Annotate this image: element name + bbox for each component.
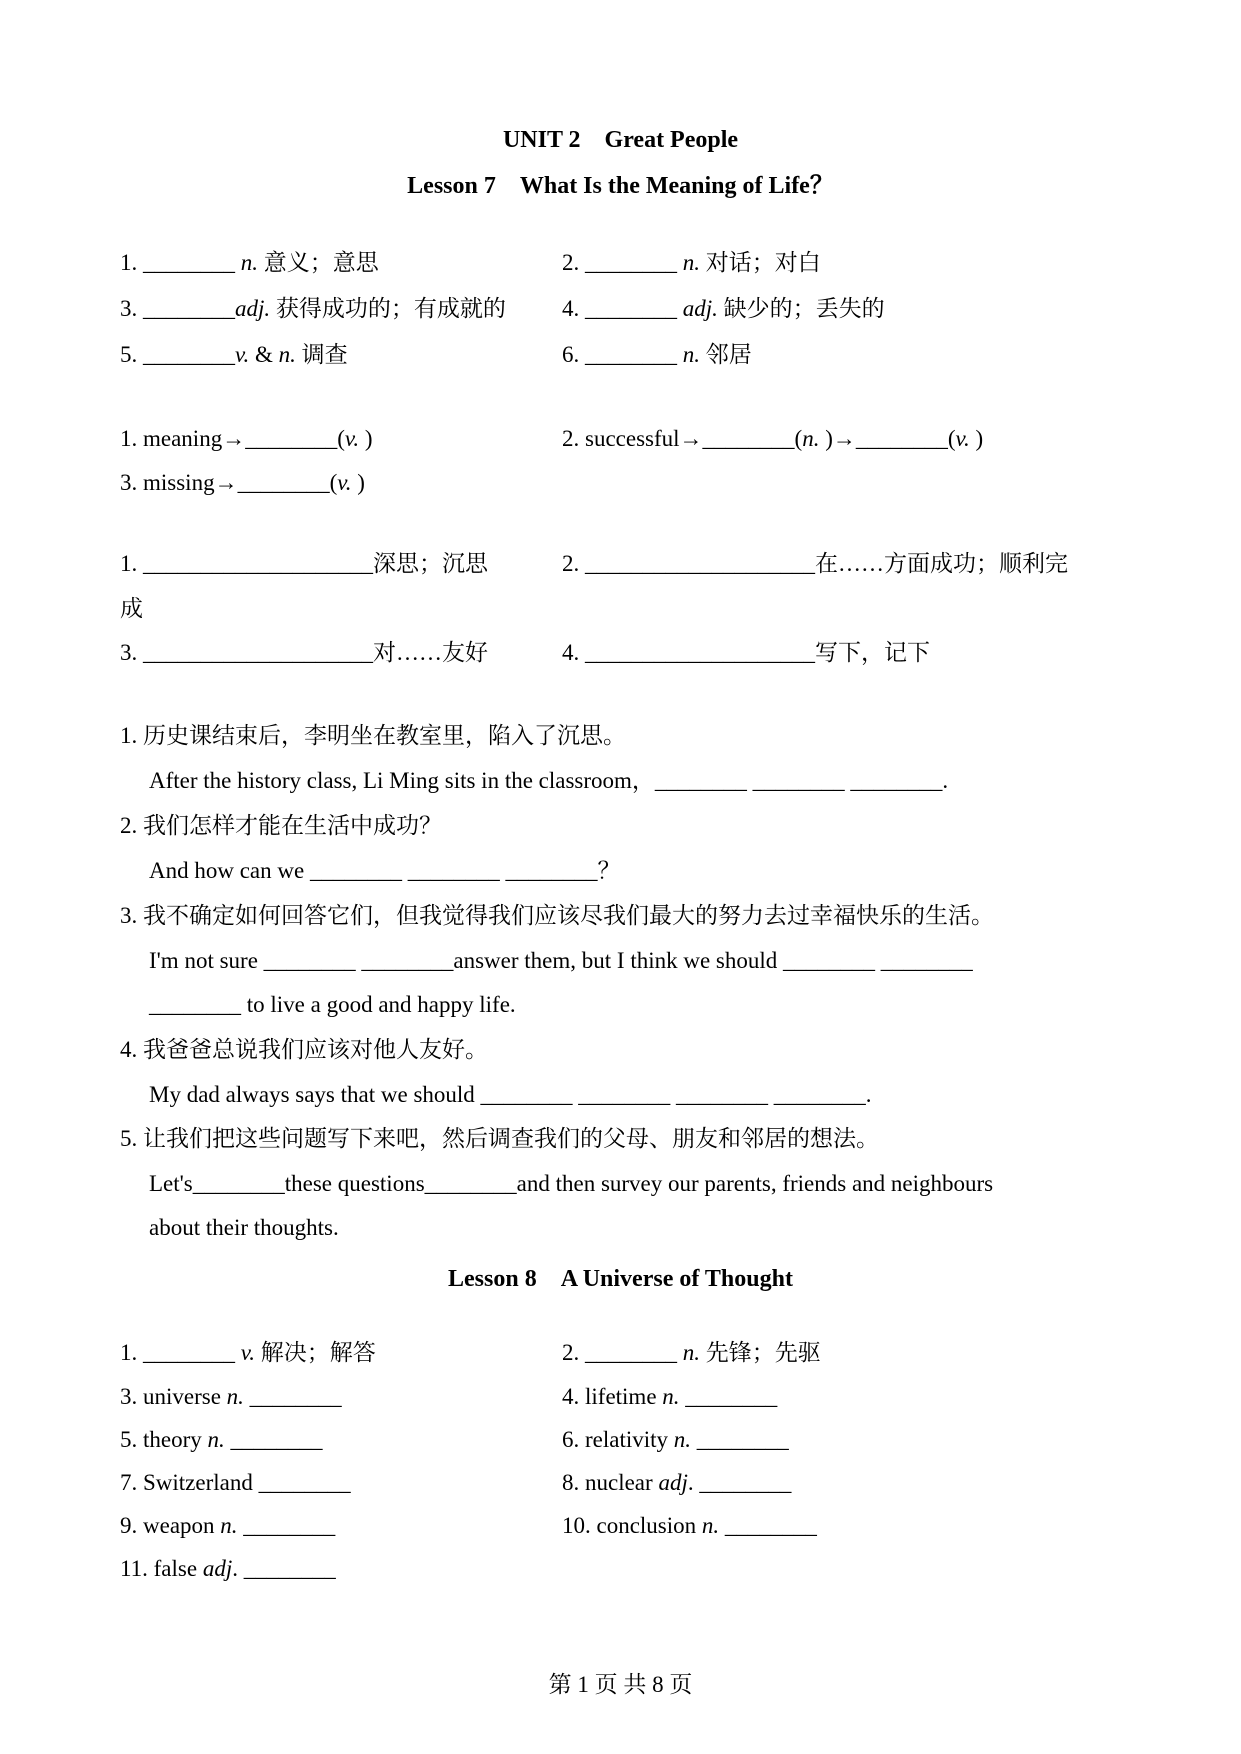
l7-word-2: 2. ________ n. 对话；对白 [562, 250, 821, 275]
l7-phrase-4: 4. ____________________写下，记下 [562, 640, 930, 665]
l8-word-7: 7. Switzerland ________ [120, 1470, 351, 1495]
l7-sentence-2-en: And how can we ________ ________ ________？ [149, 858, 621, 883]
l7-sentence-4-cn: 4. 我爸爸总说我们应该对他人友好。 [120, 1037, 488, 1062]
unit-title: UNIT 2 Great People [502, 127, 739, 153]
l7-sentence-4-en: My dad always says that we should ________ ________ ________ ________. [149, 1082, 872, 1107]
l8-word-1: 1. ________ v. 解决；解答 [120, 1340, 376, 1365]
l7-sentence-3-en-2: ________ to live a good and happy life. [149, 992, 516, 1017]
l7-word-3: 3. ________adj. 获得成功的；有成就的 [120, 296, 506, 321]
l8-word-9: 9. weapon n. ________ [120, 1513, 336, 1538]
l7-sentence-5-en-1: Let's________these questions________and then survey our parents, friends and neighbours [149, 1171, 994, 1196]
l7-form-3: 3. missing→________(v. ) [120, 470, 365, 495]
l7-word-1: 1. ________ n. 意义；意思 [120, 250, 379, 275]
l7-phrase-2: 2. ____________________在……方面成功；顺利完 [562, 551, 1068, 576]
lesson7-title: Lesson 7 What Is the Meaning of Life？ [407, 173, 834, 199]
l7-phrase-2-wrap: 成 [120, 596, 143, 621]
lesson8-title: Lesson 8 A Universe of Thought [448, 1266, 793, 1292]
l8-word-8: 8. nuclear adj. ________ [562, 1470, 792, 1495]
l7-word-6: 6. ________ n. 邻居 [562, 342, 752, 367]
l8-word-11: 11. false adj. ________ [120, 1556, 336, 1581]
l7-sentence-5-en-2: about their thoughts. [149, 1215, 339, 1240]
l7-sentence-5-cn: 5. 让我们把这些问题写下来吧，然后调查我们的父母、朋友和邻居的想法。 [120, 1126, 879, 1151]
l7-form-2: 2. successful→________(n. )→________(v. ) [562, 426, 984, 451]
l7-phrase-3: 3. ____________________对……友好 [120, 640, 488, 665]
l7-sentence-1-en: After the history class, Li Ming sits in the classroom，________ ________ ________. [149, 768, 949, 793]
l8-word-6: 6. relativity n. ________ [562, 1427, 789, 1452]
l8-word-4: 4. lifetime n. ________ [562, 1384, 778, 1409]
l8-word-3: 3. universe n. ________ [120, 1384, 342, 1409]
l7-sentence-2-cn: 2. 我们怎样才能在生活中成功？ [120, 813, 442, 838]
l7-phrase-1: 1. ____________________深思；沉思 [120, 551, 488, 576]
l7-sentence-3-en-1: I'm not sure ________ ________answer them, but I think we should ________ ________ [149, 948, 973, 973]
l8-word-2: 2. ________ n. 先锋；先驱 [562, 1340, 821, 1365]
l8-word-5: 5. theory n. ________ [120, 1427, 323, 1452]
l7-word-4: 4. ________ adj. 缺少的；丢失的 [562, 296, 885, 321]
l7-form-1: 1. meaning→________(v. ) [120, 426, 373, 451]
l7-sentence-3-cn: 3. 我不确定如何回答它们，但我觉得我们应该尽我们最大的努力去过幸福快乐的生活。 [120, 903, 994, 928]
l8-word-10: 10. conclusion n. ________ [562, 1513, 817, 1538]
l7-word-5: 5. ________v. & n. 调查 [120, 342, 348, 367]
l7-sentence-1-cn: 1. 历史课结束后，李明坐在教室里，陷入了沉思。 [120, 723, 626, 748]
page-footer: 第 1 页 共 8 页 [548, 1672, 693, 1697]
